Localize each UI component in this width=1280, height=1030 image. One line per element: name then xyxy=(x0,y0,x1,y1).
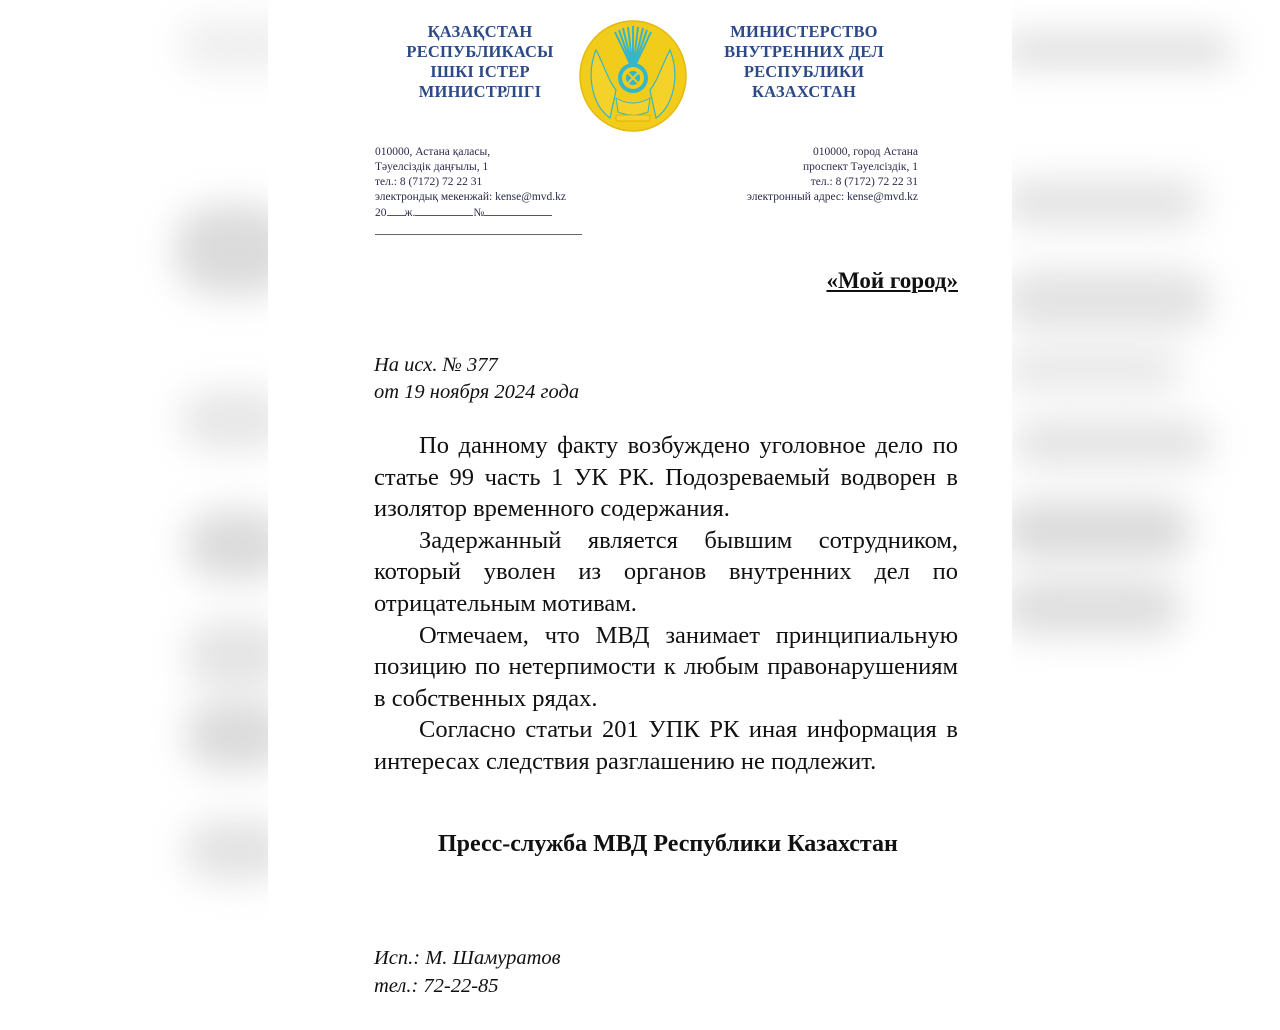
date-blank xyxy=(415,205,473,216)
executor-block xyxy=(374,944,561,1000)
body-paragraph: Согласно статьи 201 УПК РК иная информация в интересах следствия разглашению не подлежит. xyxy=(374,716,958,775)
address-line: электрондық мекенжай: kense@mvd.kz xyxy=(375,191,567,203)
recipient: «Мой город» xyxy=(826,268,958,293)
letter-body xyxy=(374,430,958,778)
executor-name: Исп.: М. Шамуратов xyxy=(374,947,561,969)
address-russian xyxy=(747,145,918,205)
address-line: электронный адрес: kense@mvd.kz xyxy=(747,191,918,203)
reference-number: На исх. № 377 xyxy=(374,354,498,376)
number-sign: № xyxy=(473,207,485,219)
year-prefix: 20 xyxy=(375,207,387,219)
blurred-background-right xyxy=(1012,0,1280,1030)
divider-line xyxy=(375,234,582,235)
letterhead-title-kazakh xyxy=(380,22,580,102)
reference-block xyxy=(374,352,579,406)
state-emblem-icon xyxy=(578,20,688,132)
address-line: тел.: 8 (7172) 72 22 31 xyxy=(375,176,483,188)
executor-phone: тел.: 72-22-85 xyxy=(374,975,499,997)
address-line: проспект Тәуелсіздік, 1 xyxy=(803,161,918,173)
blurred-background-left xyxy=(0,0,268,1030)
title-line: КАЗАХСТАН xyxy=(751,82,857,101)
year-suffix: ж. xyxy=(404,207,416,219)
reference-date: от 19 ноября 2024 года xyxy=(374,381,580,403)
date-number-line xyxy=(375,205,566,221)
body-paragraph: По данному факту возбуждено уголовное дело по статье 99 часть 1 УК РК. Подозреваемый водворен в изолятор временного содержания. xyxy=(374,432,958,523)
body-paragraph: Задержанный является бывшим сотрудником, который уволен из органов внутренних дел по отрицательным мотивам. xyxy=(374,526,958,617)
address-line: Тәуелсіздік даңғылы, 1 xyxy=(375,161,489,173)
title-line: МИНИСТЕРСТВО xyxy=(730,22,878,41)
title-line: МИНИСТРЛІГІ xyxy=(418,82,542,101)
number-blank xyxy=(484,205,552,216)
title-line: РЕСПУБЛИКИ xyxy=(743,62,865,81)
address-kazakh xyxy=(375,145,566,221)
title-line: ІШКІ ІСТЕР xyxy=(430,62,530,81)
letterhead-title-russian xyxy=(704,22,904,102)
year-blank xyxy=(387,205,405,216)
address-line: тел.: 8 (7172) 72 22 31 xyxy=(810,176,918,188)
title-line: РЕСПУБЛИКАСЫ xyxy=(406,42,554,61)
address-line: 010000, город Астана xyxy=(813,146,918,158)
title-line: ҚАЗАҚСТАН xyxy=(427,22,533,41)
title-line: ВНУТРЕННИХ ДЕЛ xyxy=(724,42,884,61)
letter-page xyxy=(268,0,1012,1030)
signature: Пресс-служба МВД Республики Казахстан xyxy=(438,831,898,857)
body-paragraph: Отмечаем, что МВД занимает принципиальную позицию по нетерпимости к любым правонарушениям в собственных рядах. xyxy=(374,621,958,712)
address-line: 010000, Астана қаласы, xyxy=(375,146,491,158)
